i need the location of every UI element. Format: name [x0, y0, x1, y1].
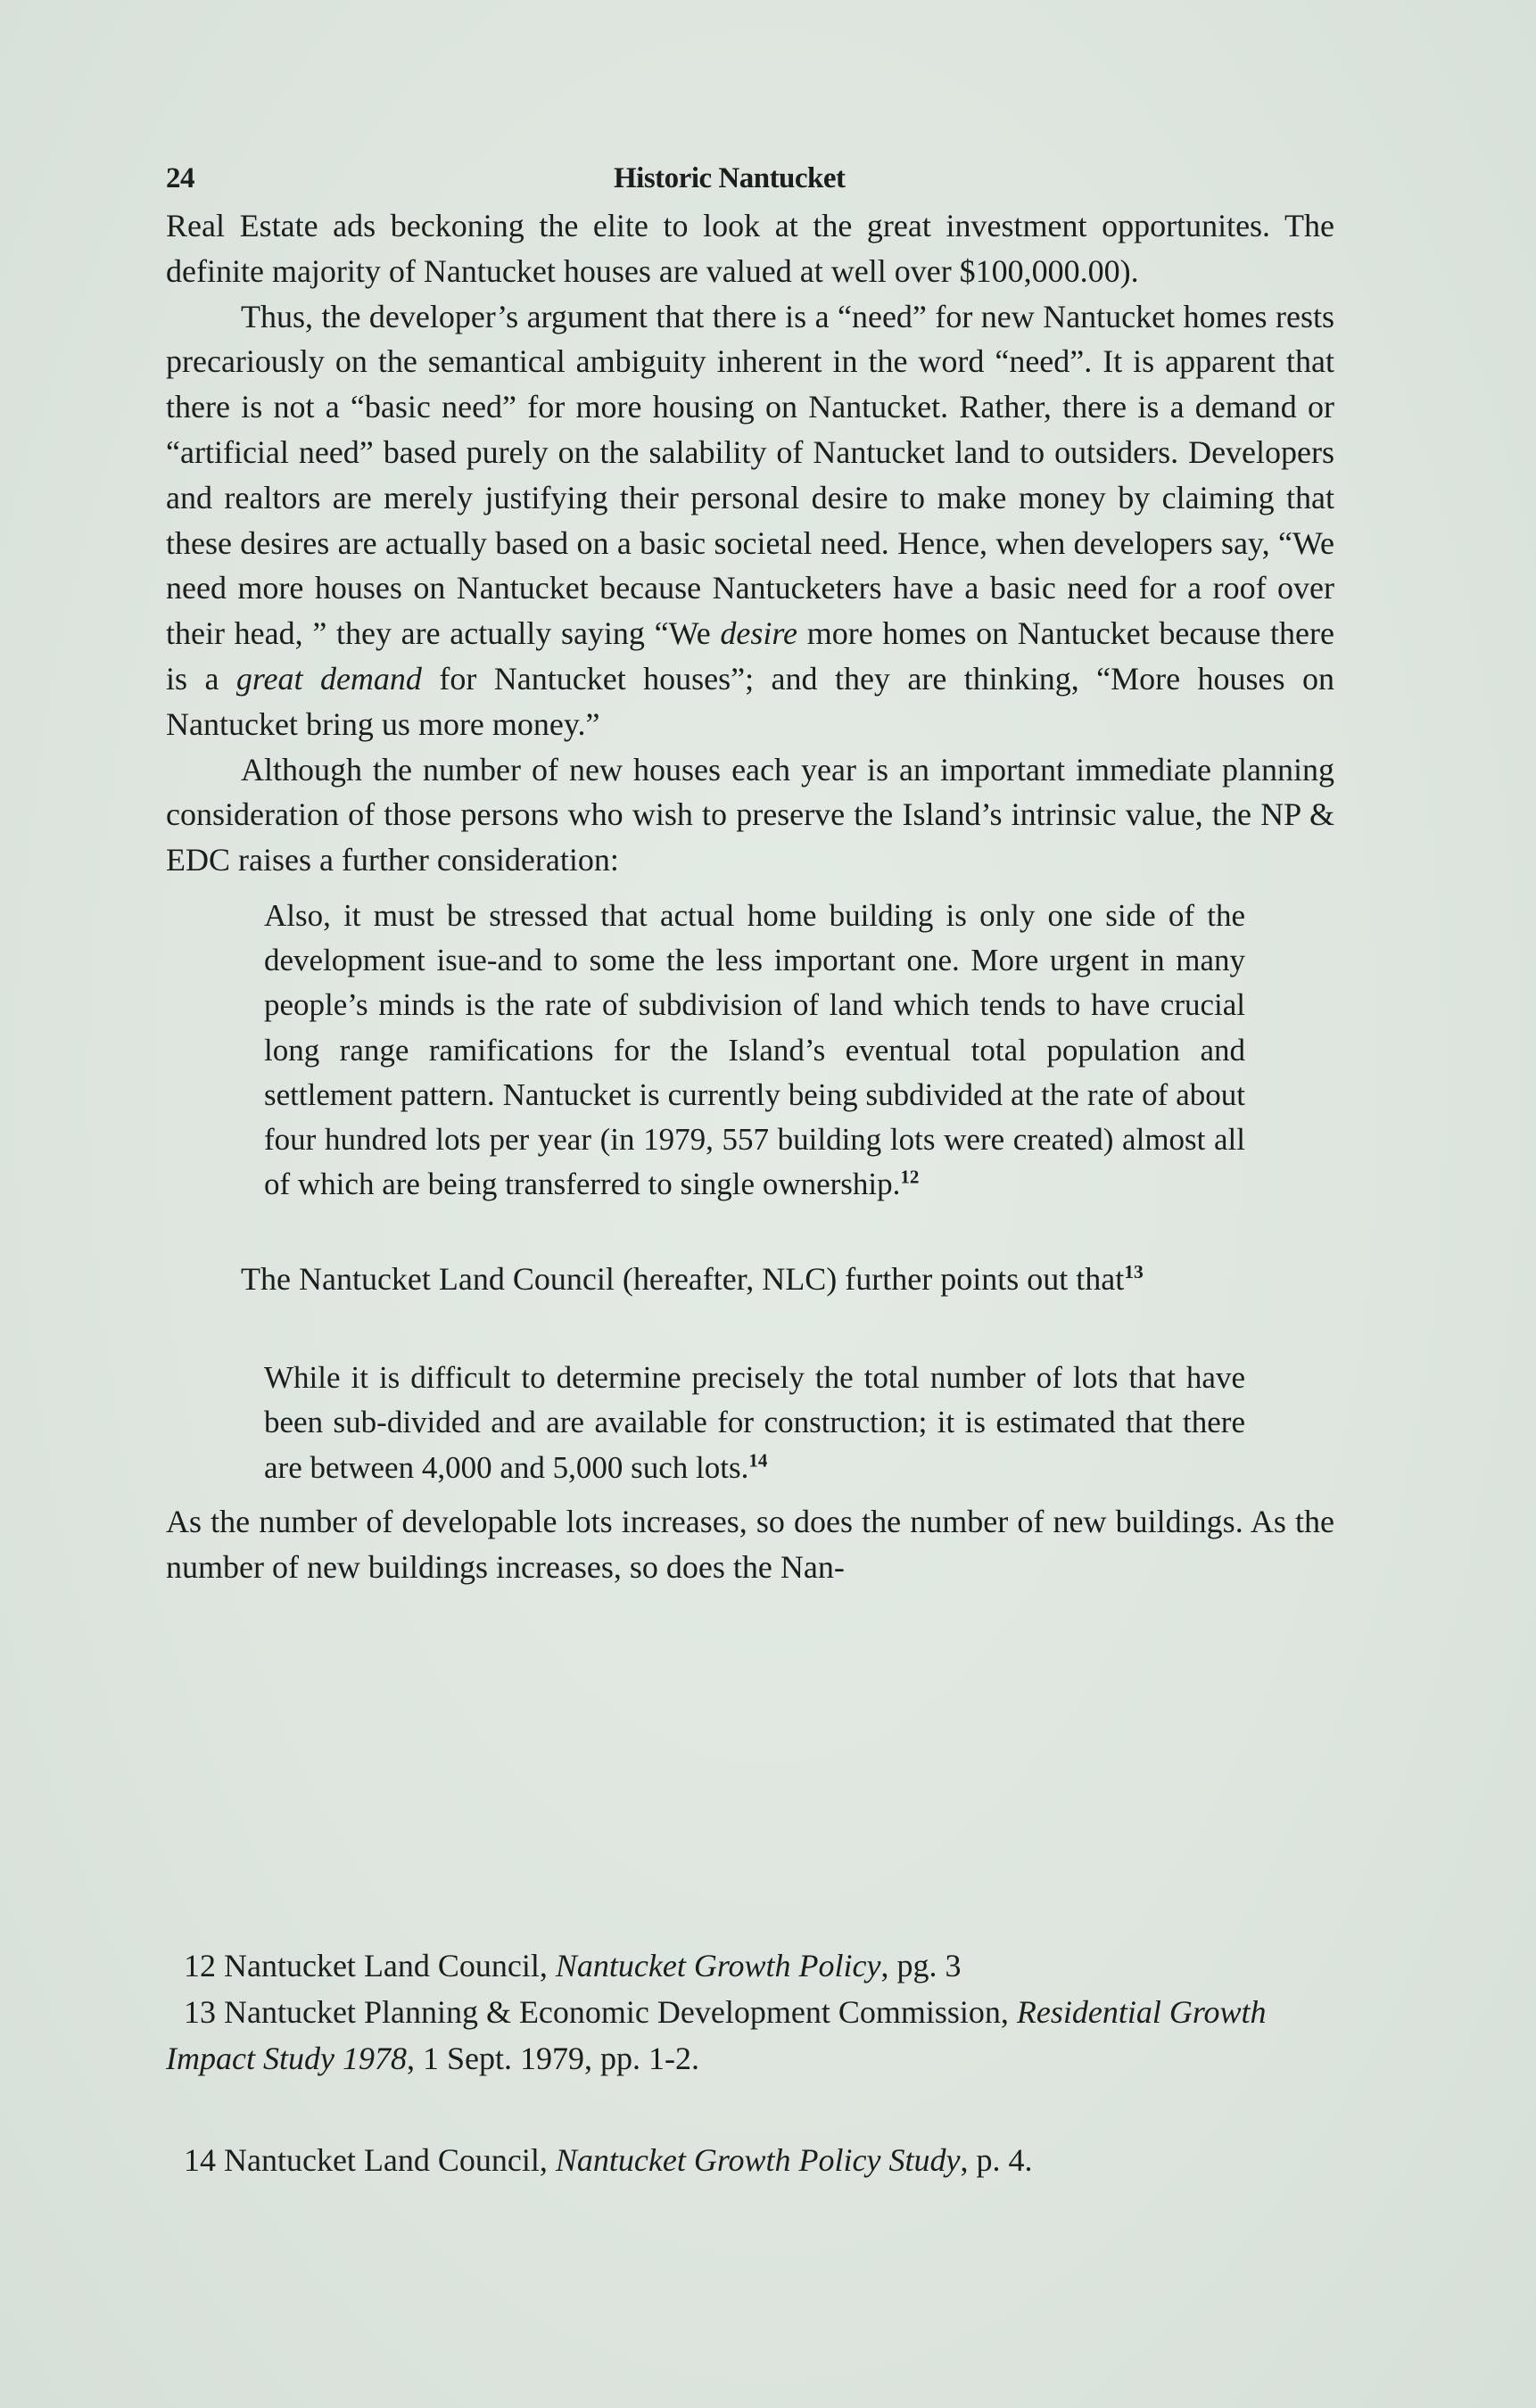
footnote-12: [166, 1942, 1334, 1989]
block-quote-1-text: Also, it must be stressed that actual home building is only one side of the development isue-and to some the less important one. More urgent in many people’s minds is the rate of subdivision of land which tends to have crucial long range ramifications for the Island’s eventual total population and settlement pattern. Nantucket is currently being subdivided at the rate of about four hundred lots per year (in 1979, 557 building lots were created) almost all of which are being transferred to single ownership.: [264, 897, 1245, 1202]
footnote-13-number: 13: [184, 1994, 216, 2030]
paragraph-2-part-b: more homes on Nantucket because there is a: [166, 615, 1334, 697]
page-header: [166, 157, 1343, 202]
emphasis-desire: desire: [720, 615, 798, 652]
body-text: [166, 203, 1334, 1589]
footnote-12-text-a: Nantucket Land Council,: [224, 1948, 556, 1983]
footnote-14-title: Nantucket Growth Policy Study: [555, 2142, 961, 2178]
paragraph-2-part-a: Thus, the developer’s argument that there is a “need” for new Nantucket homes rests precariously on the semantical ambiguity inherent in the word “need”. It is apparent that there is not a “basic need” for more housing on Nantucket. Rather, there is a demand or “artificial need” based purely on the salability of Nantucket land to outsiders. Developers and realtors are merely justifying their personal desire to make money by claiming that these desires are actually based on a basic societal need. Hence, when developers say, “We need more houses on Nantucket because Nantucketers have a basic need for a roof over their head, ” they are actually saying “We: [166, 298, 1334, 652]
footnote-12-text-b: , pg. 3: [880, 1948, 962, 1983]
footnote-13-text-a: Nantucket Planning & Economic Development Commission,: [224, 1994, 1017, 2030]
footnote-12-number: 12: [184, 1948, 216, 1983]
footnote-13-title: Residential Growth Impact Study 1978: [166, 1994, 1267, 2076]
footnotes: [166, 1942, 1334, 2183]
footnote-14: [166, 2137, 1334, 2183]
footnote-14-text-b: , p. 4.: [960, 2142, 1033, 2178]
footnote-13: [166, 1989, 1334, 2082]
footnote-ref-13: 13: [1124, 1261, 1144, 1283]
paragraph-1: Real Estate ads beckoning the elite to look at the great investment opportunites. The definite majority of Nantucket houses are valued at well over $100,000.00).: [166, 208, 1334, 289]
emphasis-great-demand: great demand: [235, 660, 422, 697]
footnote-14-number: 14: [184, 2142, 216, 2178]
paragraph-4: [166, 1257, 1334, 1302]
block-quote-2-text: While it is difficult to determine precisely the total number of lots that have been sub-divided and are available for construction; it is estimated that there are between 4,000 and 5,000 such lots.: [264, 1360, 1245, 1485]
footnote-14-text-a: Nantucket Land Council,: [224, 2142, 556, 2178]
paragraph-4-text: The Nantucket Land Council (hereafter, NLC) further points out that: [241, 1261, 1125, 1298]
paragraph-2: [166, 294, 1334, 747]
footnote-12-title: Nantucket Growth Policy: [555, 1948, 881, 1983]
footnote-ref-12: 12: [900, 1166, 920, 1188]
page-number: 24: [166, 162, 194, 194]
footnote-13-text-b: , 1 Sept. 1979, pp. 1-2.: [406, 2041, 699, 2076]
paragraph-5: As the number of developable lots increases, so does the number of new buildings. As the number of new buildings increases, so does the Nan-: [166, 1503, 1334, 1585]
running-title: Historic Nantucket: [614, 162, 846, 194]
footnote-ref-14: 14: [748, 1448, 768, 1471]
paragraph-2-part-c: for Nantucket houses”; and they are thinking, “More houses on Nantucket bring us more money.”: [166, 660, 1334, 742]
block-quote-2: [264, 1356, 1245, 1490]
paragraph-3: Although the number of new houses each year is an important immediate planning consideration of those persons who wish to preserve the Island’s intrinsic value, the NP & EDC raises a further consideration:: [166, 751, 1334, 878]
block-quote-1: [264, 894, 1245, 1207]
